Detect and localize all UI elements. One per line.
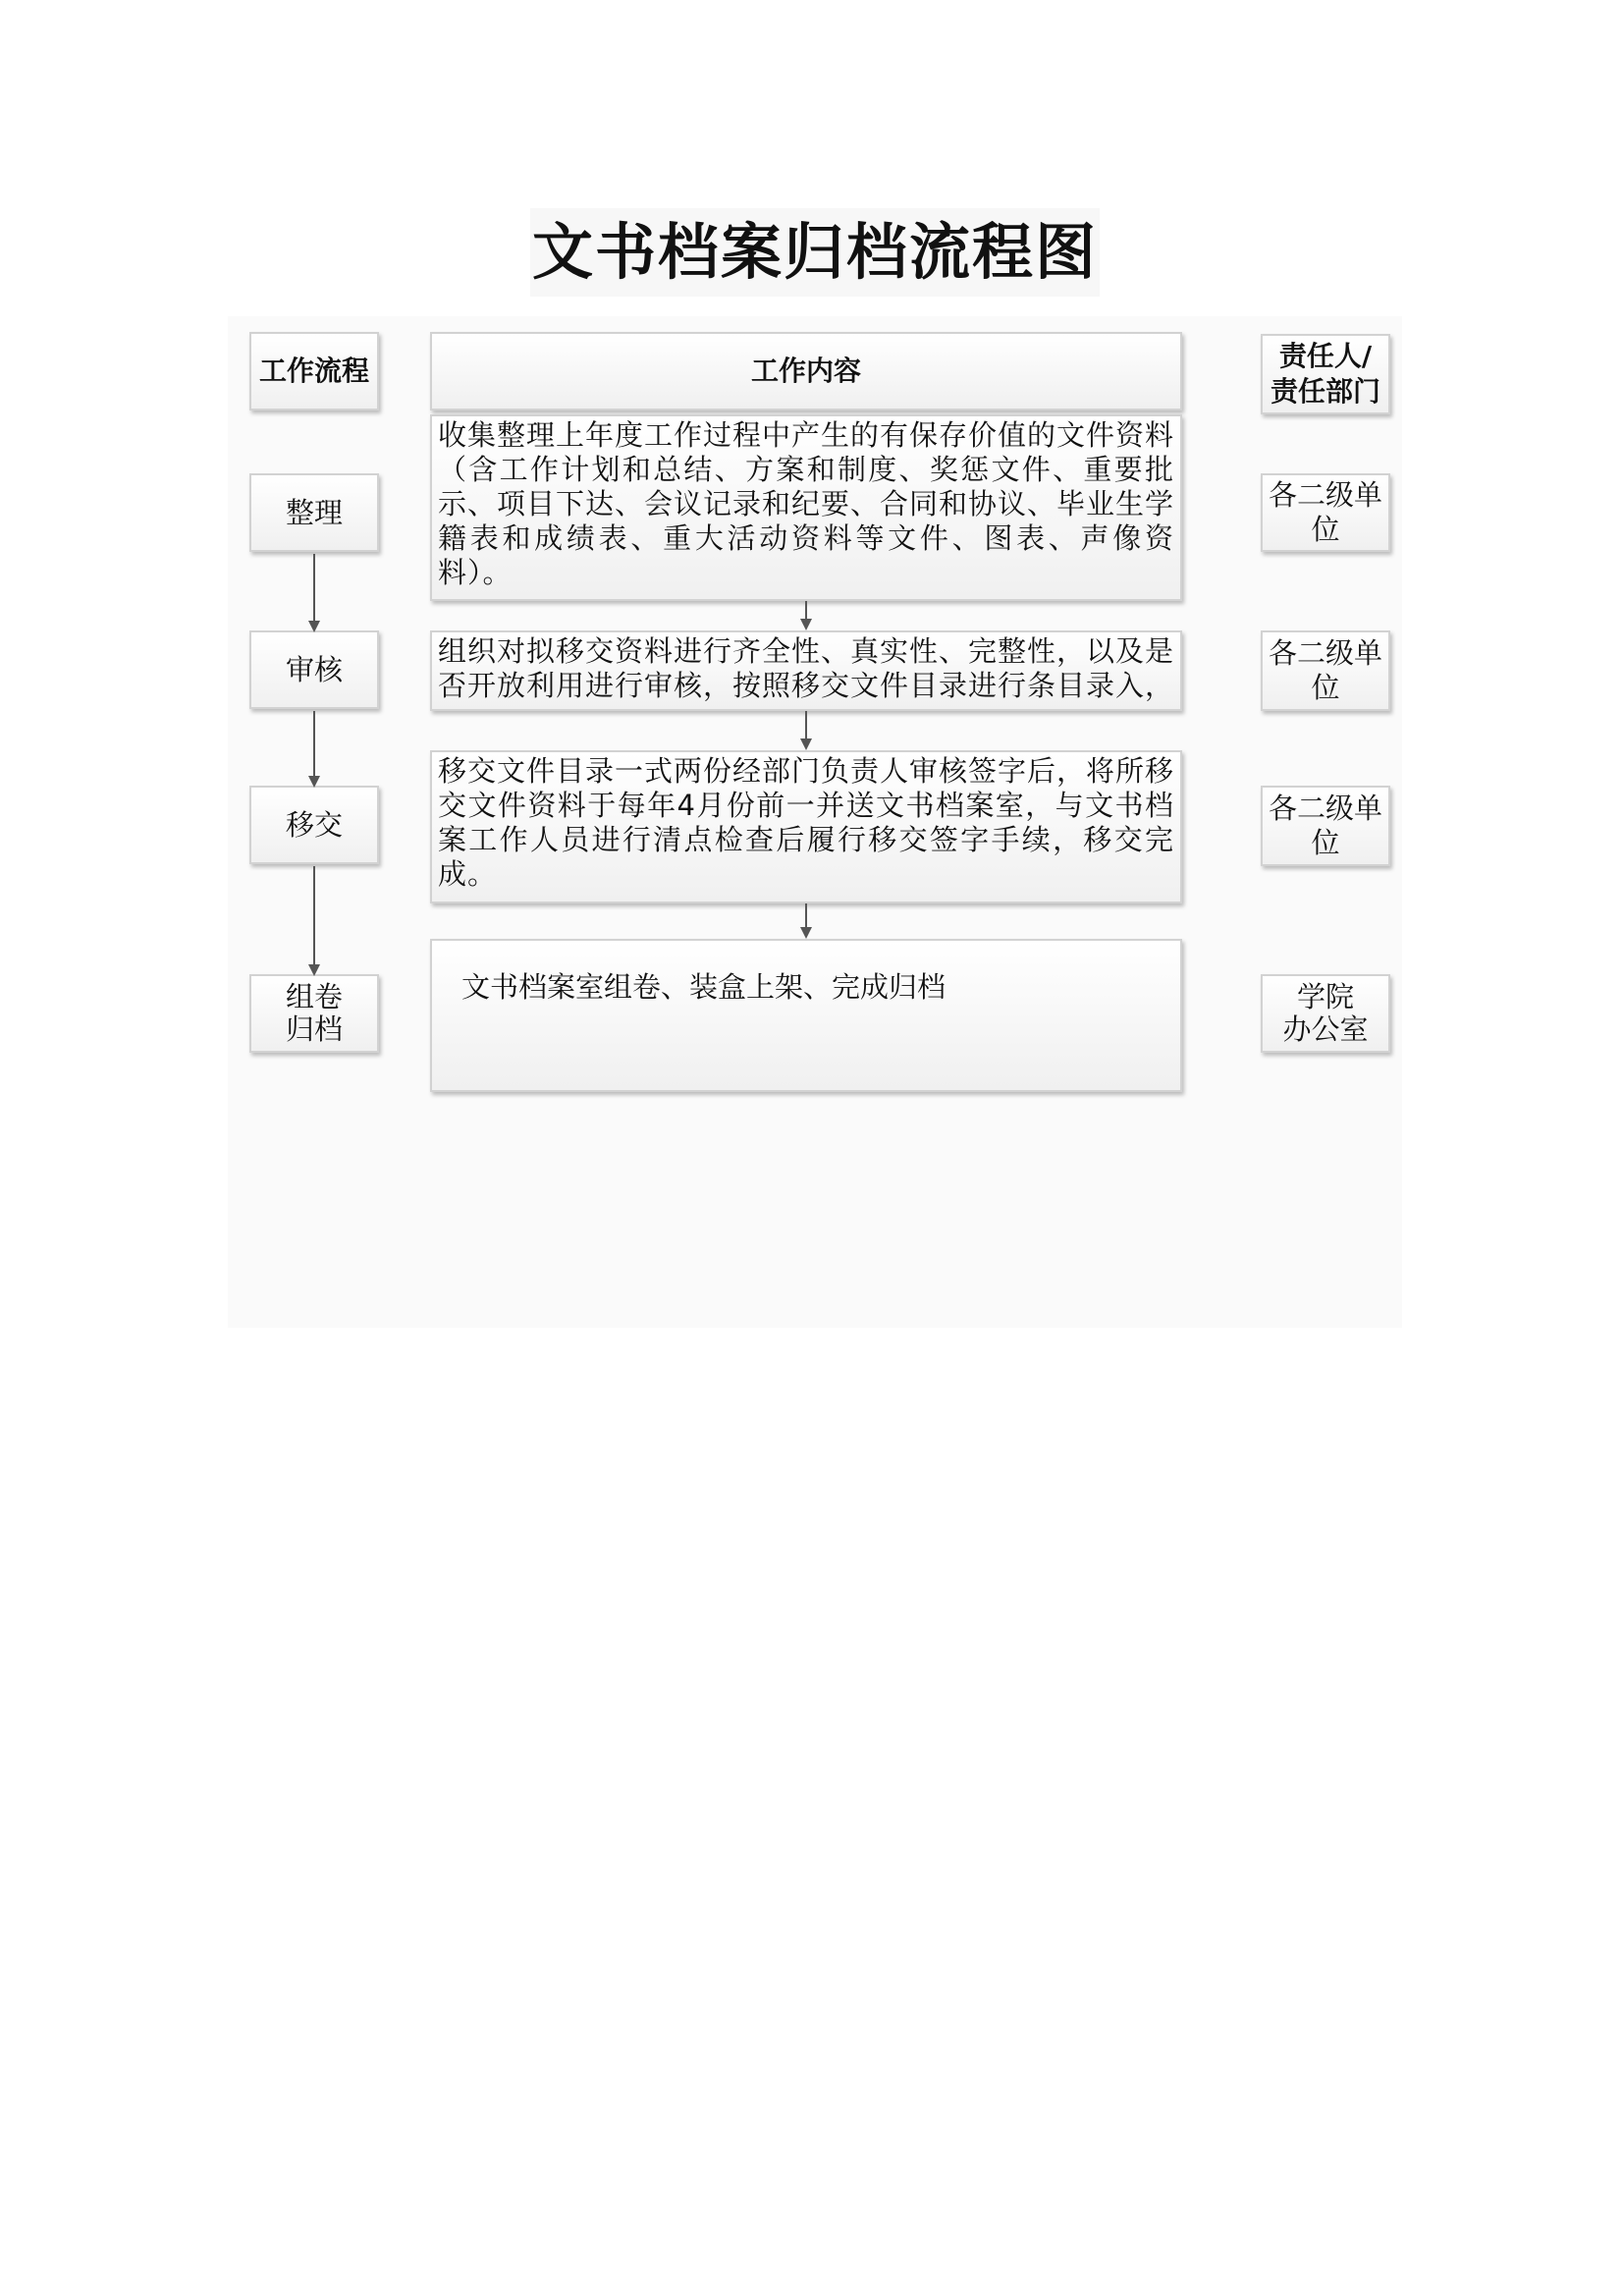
arrow-head-transfer-archive [308,964,320,976]
content-box-review: 组织对拟移交资料进行齐全性、真实性、完整性，以及是否开放利用进行审核，按照移交文件目录进行条目录入， [430,630,1182,711]
content-box-transfer: 移交文件目录一式两份经部门负责人审核签字后，将所移交文件资料于每年4月份前一并送文书档案室，与文书档案工作人员进行清点检查后履行移交签字手续，移交完成。 [430,750,1182,903]
responsible-box-archive: 学院 办公室 [1261,974,1390,1053]
page-title: 文书档案归档流程图 [530,208,1100,297]
responsible-box-organize: 各二级单 位 [1261,473,1390,552]
connector-line-review-transfer [313,711,315,780]
connector-line-organize-review [313,554,315,625]
arrow-head-content-3-4 [800,927,812,939]
header-content: 工作内容 [430,332,1182,410]
connector-line-transfer-archive [313,866,315,968]
arrow-head-review-transfer [308,776,320,788]
arrow-head-content-2-3 [800,738,812,750]
responsible-box-review: 各二级单 位 [1261,630,1390,711]
content-box-archive: 文书档案室组卷、装盒上架、完成归档 [430,939,1182,1092]
step-box-review: 审核 [249,630,379,709]
header-responsible: 责任人/ 责任部门 [1261,334,1390,414]
header-process: 工作流程 [249,332,379,410]
step-box-archive: 组卷 归档 [249,974,379,1053]
connector-line-content-2-3 [805,711,807,738]
arrow-head-content-1-2 [800,619,812,630]
responsible-box-transfer: 各二级单 位 [1261,786,1390,866]
step-box-transfer: 移交 [249,786,379,864]
connector-line-content-3-4 [805,903,807,927]
content-box-organize: 收集整理上年度工作过程中产生的有保存价值的文件资料（含工作计划和总结、方案和制度、奖惩文件、重要批示、项目下达、会议记录和纪要、合同和协议、毕业生学籍表和成绩表、重大活动资料等文件、图表、声像资料）。 [430,414,1182,601]
step-box-organize: 整理 [249,473,379,552]
arrow-head-organize-review [308,621,320,632]
